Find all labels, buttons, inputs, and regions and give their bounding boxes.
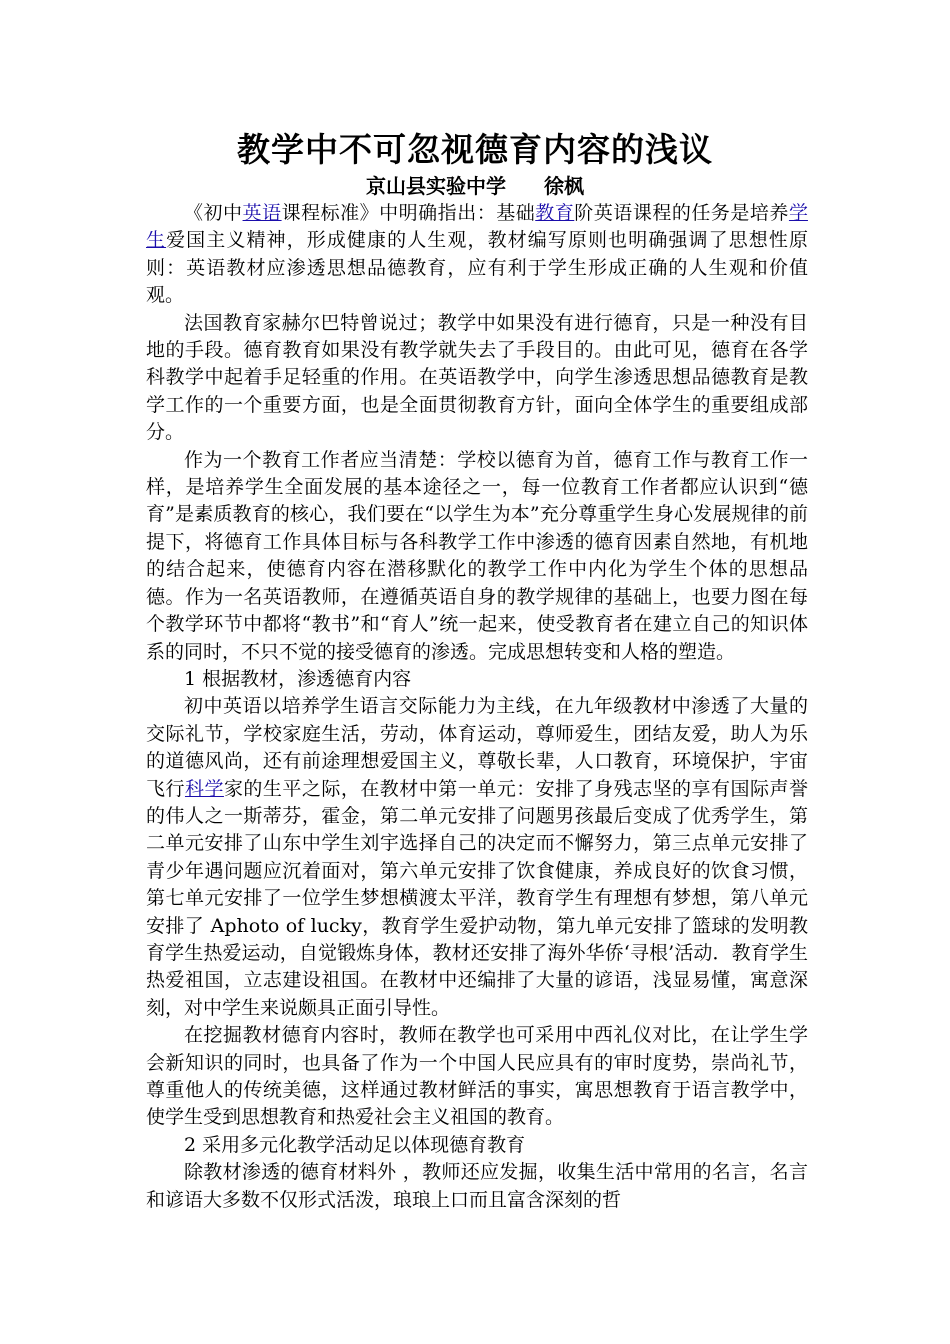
paragraph — [146, 693, 808, 1022]
paragraph-text: 爱国主义精神，形成健康的人生观，教材编写原则也明确强调了思想性原则：英语教材应渗透思想品德教育，应有利于学生形成正确的人生观和价值观。 — [146, 229, 808, 307]
inline-link[interactable]: 英语 — [242, 202, 282, 224]
inline-link[interactable]: 教育 — [535, 202, 575, 224]
paragraph-text: 初中英语以培养学生语言交际能力为主线，在九年级教材中渗透了大量的交际礼节，学校家庭生活，劳动，体育运动，尊师爱生，团结友爱，助人为乐的道德风尚，还有前途理想爱国主义，尊敬长辈，人口教育，环境保护，宇宙飞行 — [146, 695, 808, 800]
inline-link[interactable]: 科学 — [184, 777, 224, 800]
paragraph-text: 课程标准》中明确指出：基础 — [281, 202, 536, 224]
paragraph-text: 2 采用多元化教学活动足以体现德育教育 — [184, 1133, 526, 1156]
paragraph — [146, 1159, 808, 1214]
paragraph-text: 除教材渗透的德育材料外 ，教师还应发掘，收集生活中常用的名言，名言和谚语大多数不仅形式活泼，琅琅上口而且富含深刻的哲 — [146, 1161, 808, 1211]
author-line — [0, 172, 950, 200]
paragraph — [146, 447, 808, 666]
document-body — [146, 200, 808, 1214]
document-title: 教学中不可忽视德育内容的浅议 — [237, 130, 713, 169]
paragraph — [146, 310, 808, 447]
paragraph-text: 法国教育家赫尔巴特曾说过；教学中如果没有进行德育，只是一种没有目地的手段。德育教育如果没有教学就失去了手段目的。由此可见，德育在各学科教学中起着手足轻重的作用。在英语教学中，向学生渗透思想品德教育是教学工作的一个重要方面，也是全面贯彻教育方针，面向全体学生的重要组成部分。 — [146, 311, 808, 444]
paragraph-text: 阶英语课程的任务是培养 — [574, 202, 789, 224]
paragraph — [146, 1022, 808, 1132]
inline-link[interactable]: 学生 — [146, 202, 808, 252]
paragraph — [146, 200, 808, 310]
paragraph-text: 《初中 — [184, 202, 243, 224]
paragraph-text: 家的生平之际，在教材中第一单元：安排了身残志坚的享有国际声誉的伟人之一斯蒂芬，霍金，第二单元安排了问题男孩最后变成了优秀学生，第二单元安排了山东中学生刘宇选择自己的决定而不懈努力，第三点单元安排了青少年遇问题应沉着面对，第六单元安排了饮食健康，养成良好的饮食习惯，第七单元安排了一位学生梦想横渡太平洋，教育学生有理想有梦想，第八单元安排了 Aphoto of lucky，教育学生爱护动物，第九单元安排了篮球的发明教育学生热爱运动，自觉锻炼身体，教材还安排了海外华侨‘寻根’活动．教育学生热爱祖国，立志建设祖国。在教材中还编排了大量的谚语，浅显易懂，寓意深刻，对中学生来说颇具正面引导性。 — [146, 777, 808, 1019]
paragraph-text: 作为一个教育工作者应当清楚：学校以德育为首，德育工作与教育工作一样，是培养学生全面发展的基本途径之一，每一位教育工作者都应认识到“德育”是素质教育的核心，我们要在“以学生为本”充分尊重学生身心发展规律的前提下，将德育工作具体目标与各科教学工作中渗透的德育因素自然地，有机地的结合起来，使德育内容在潜移默化的教学工作中内化为学生个体的思想品德。作为一名英语教师，在遵循英语自身的教学规律的基础上，也要力图在每个教学环节中都将“教书”和“育人”统一起来，使受教育者在建立自己的知识体系的同时，不只不觉的接受德育的渗透。完成思想转变和人格的塑造。 — [146, 448, 808, 663]
author-school: 京山县实验中学 — [366, 174, 506, 198]
author-name: 徐枫 — [544, 174, 584, 198]
paragraph-text: 在挖掘教材德育内容时，教师在教学也可采用中西礼仪对比，在让学生学会新知识的同时，也具备了作为一个中国人民应具有的审时度势，崇尚礼节，尊重他人的传统美德，这样通过教材鲜活的事实，寓思想教育于语言教学中，使学生受到思想教育和热爱社会主义祖国的教育。 — [146, 1024, 808, 1129]
paragraph — [146, 666, 808, 693]
paragraph — [146, 1132, 808, 1159]
paragraph-text: 1 根据教材，渗透德育内容 — [184, 667, 412, 690]
